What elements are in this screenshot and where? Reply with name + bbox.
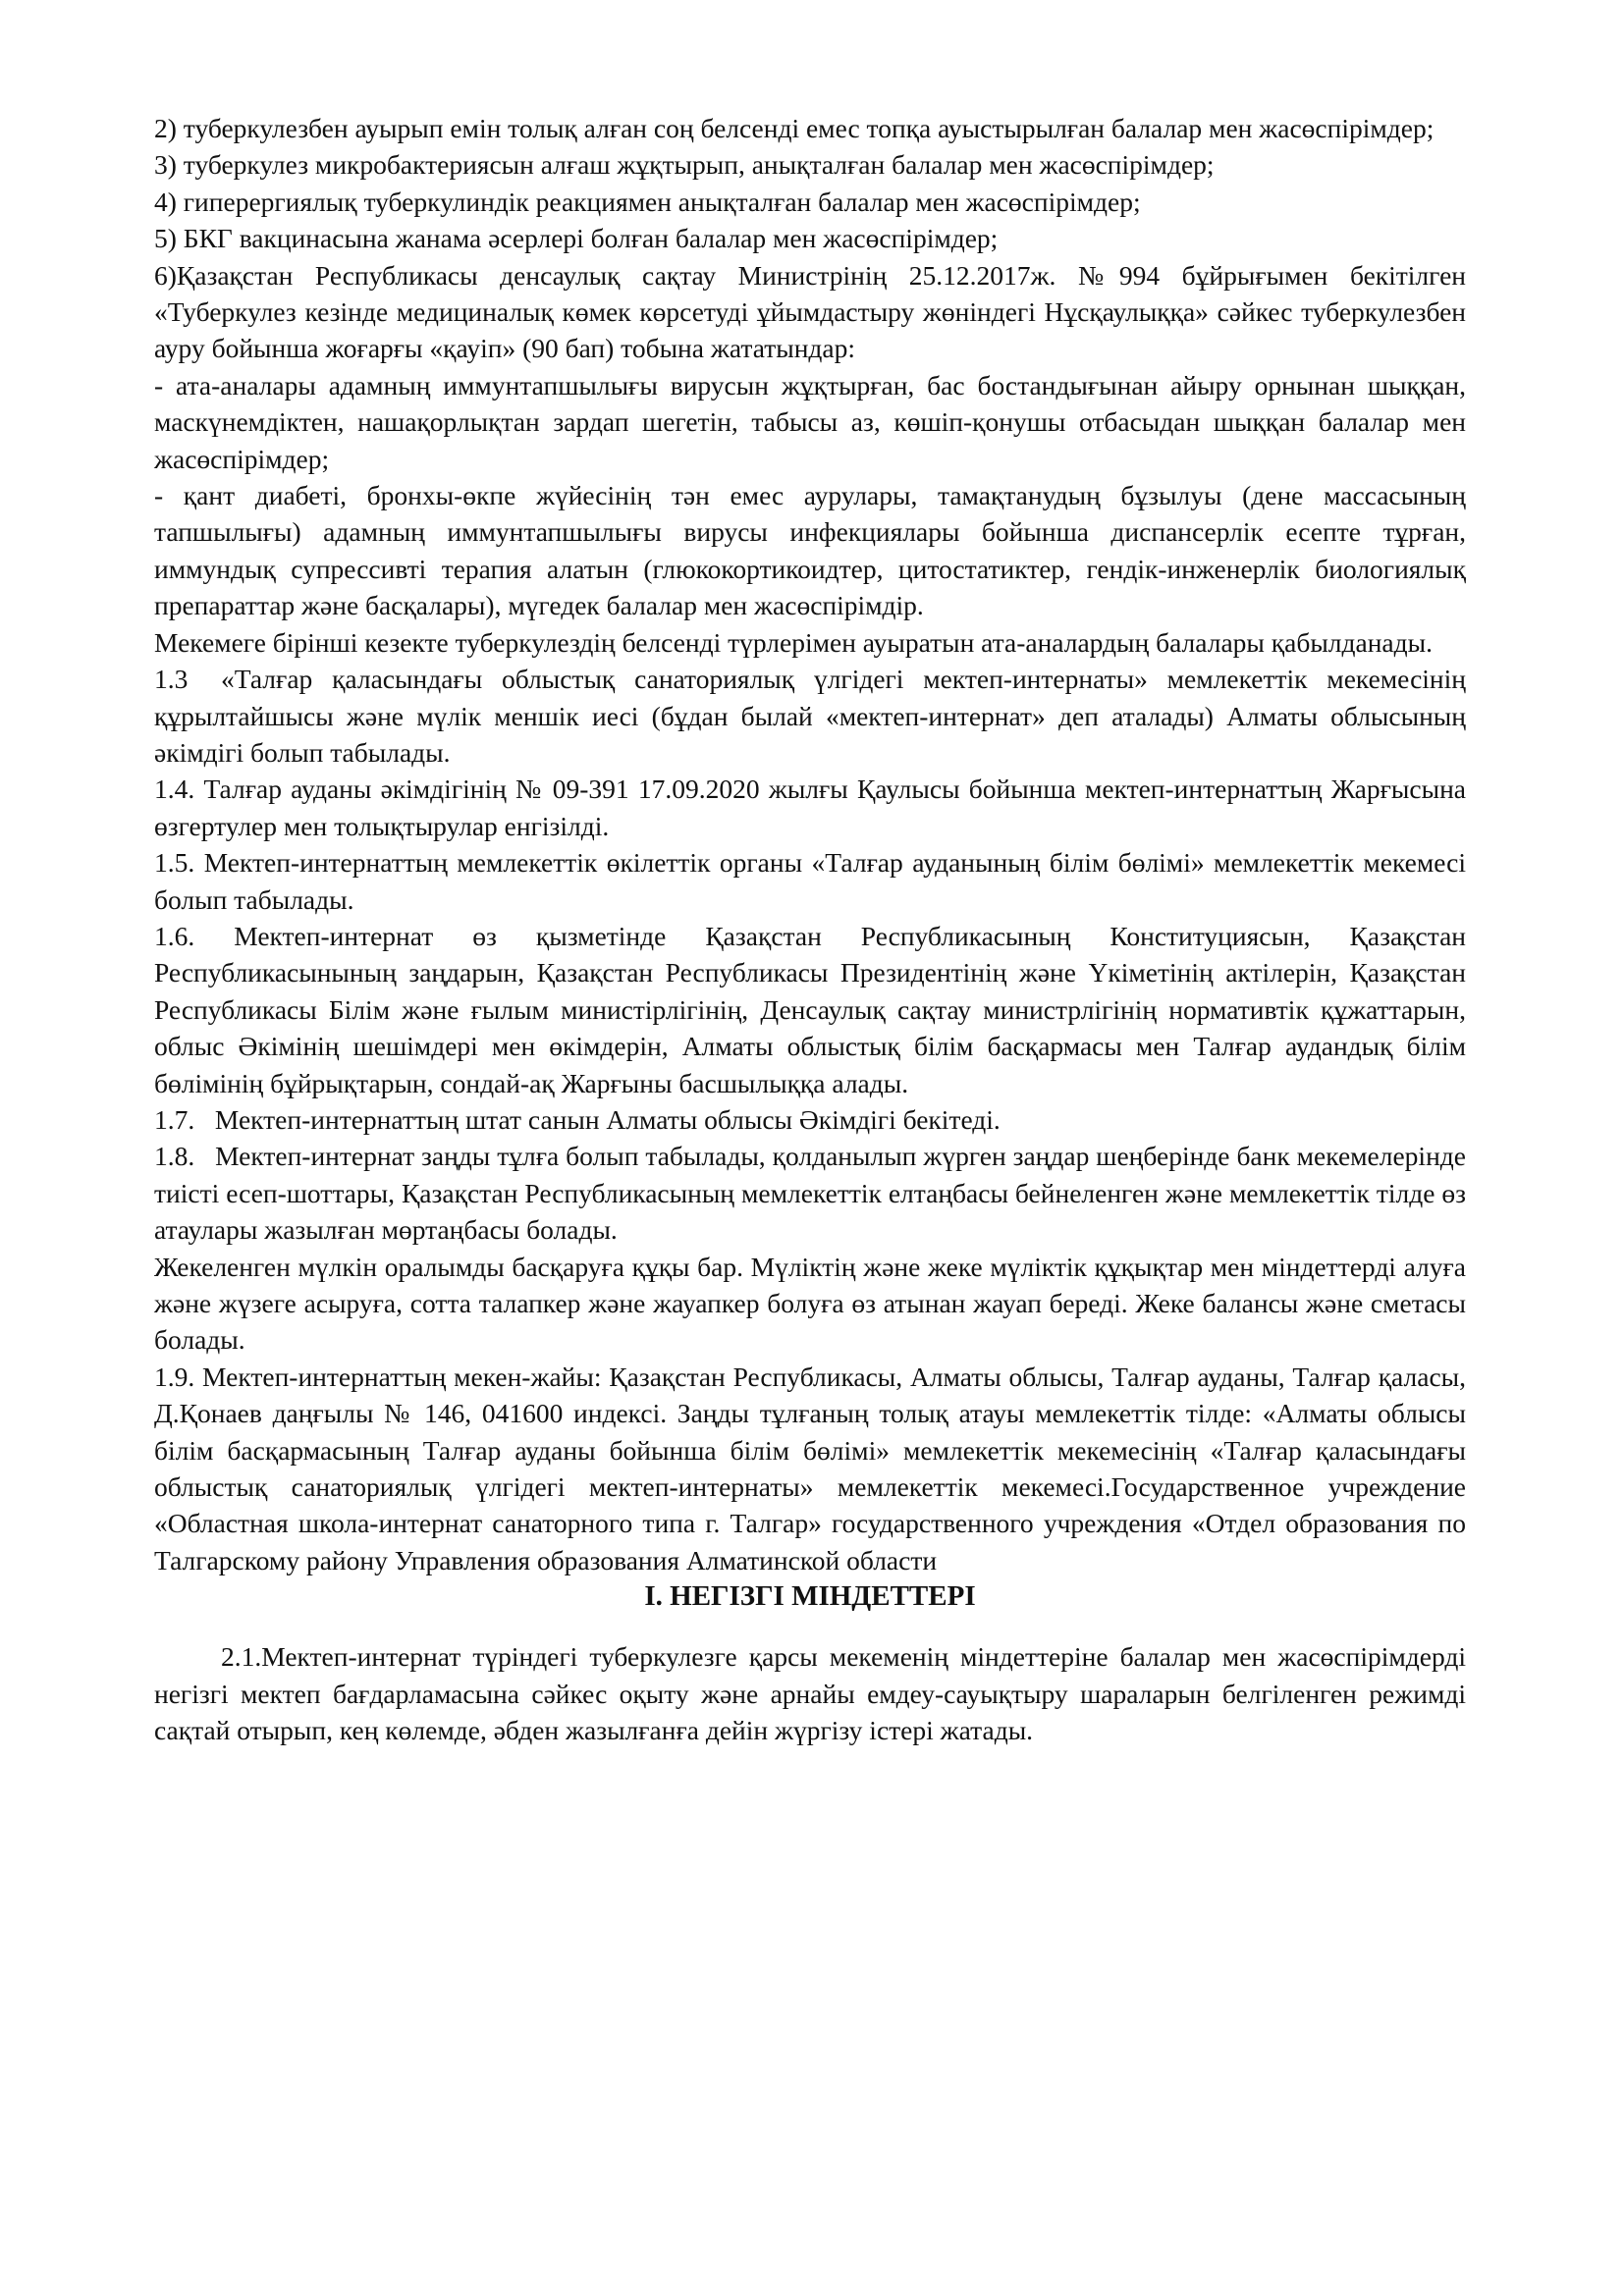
- list-item-4: 4) гиперергиялық туберкулиндік реакциямен анықталған балалар мен жасөспірімдер;: [154, 186, 1141, 217]
- section-1-4: 1.4. Талғар ауданы әкімдігінің № 09-391 17.09.2020 жылғы Қаулысы бойынша мектеп-интернаттың Жарғысына өзгертулер мен толықтырулар енгізілді.: [154, 774, 1466, 841]
- list-item-5: 5) БКГ вакцинасына жанама әсерлері болған балалар мен жасөспірімдер;: [154, 223, 999, 254]
- list-item-6: 6)Қазақстан Республикасы денсаулық сақтау Министрінің 25.12.2017ж. №994 бұйрығымен бекітілген «Туберкулез кезінде медициналық көмек көрсетуді ұйымдастыру жөніндегі Нұсқаулыққа» сәйкес туберкулезбен ауру бойынша жоғарғы «қауіп» (90 бап) тобына жататындар:: [154, 259, 1466, 364]
- section-1-5: 1.5. Мектеп-интернаттың мемлекеттік өкілеттік органы «Талғар ауданының білім бөлімі» мемлекеттік мекемесі болып табылады.: [154, 847, 1466, 915]
- admission-paragraph: Мекемеге бірінші кезекте туберкулездің белсенді түрлерімен ауыратын ата-аналардың балалары қабылданады.: [154, 626, 1433, 658]
- document-page: [154, 110, 1473, 1748]
- section-2-1: 2.1.Мектеп-интернат түріндегі туберкулезге қарсы мекеменің міндеттеріне балалар мен жасөспірімдерді негізгі мектеп бағдарламасына сәйкес оқыту және арнайы емдеу-сауықтыру шараларын белгіленген режимді сақтай отырып, кең көлемде, әбден жазылғанға дейін жүргізу істері жатады.: [154, 1641, 1466, 1746]
- list-item-3: 3) туберкулез микробактериясын алғаш жұқтырып, анықталған балалар мен жасөспірімдер;: [154, 149, 1215, 181]
- list-item-2: 2) туберкулезбен ауырып емін толық алған соң белсенді емес топқа ауыстырылған балалар мен жасөспірімдер;: [154, 113, 1435, 143]
- section-1-9: 1.9. Мектеп-интернаттың мекен-жайы: Қазақстан Республикасы, Алматы облысы, Талғар ауданы, Талғар қаласы, Д.Қонаев даңғылы № 146, 041600 индексі. Заңды тұлғаның толық атауы мемлекеттік тілде: «Алматы облысы білім басқармасының Талғар ауданы бойынша білім бөлімі» мемлекеттік мекемесінің «Талғар қаласындағы облыстық санаториялық үлгідегі мектеп-интернаты» мемлекеттік мекемесі.Государственное учреждение «Областная школа-интернат санаторного типа г. Талгар» государственного учреждения «Отдел образования по Талгарскому району Управления образования Алматинской области: [154, 1361, 1466, 1575]
- bullet-item-1: - ата-аналары адамның иммунтапшылығы вирусын жұқтырған, бас бостандығынан айыру орнынан шыққан, маскүнемдіктен, нашақорлықтан зардап шегетін, табысы аз, көшіп-қонушы отбасыдан шыққан балалар мен жасөспірімдер;: [154, 369, 1466, 474]
- section-text: «Талғар қаласындағы облыстық санаториялық үлгідегі мектеп-интернаты» мемлекеттік мекемесінің құрылтайшысы және мүлік меншік иесі (бұдан былай «мектеп-интернат» деп аталады) Алматы облысының әкімдігі болып табылады.: [154, 664, 1466, 768]
- section-number: 1.3: [154, 664, 189, 695]
- section-1-8: 1.8. Мектеп-интернат заңды тұлға болып табылады, қолданылып жүрген заңдар шеңберінде банк мекемелерінде тиісті есеп-шоттары, Қазақстан Республикасының мемлекеттік елтаңбасы бейнеленген және мемлекеттік тілде өз атаулары жазылған мөртаңбасы болады.: [154, 1141, 1473, 1246]
- section-1-6: 1.6. Мектеп-интернат өз қызметінде Қазақстан Республикасының Конституциясын, Қазақстан Республикасынының заңдарын, Қазақстан Республикасы Президентінің және Үкіметінің актілерін, Қазақстан Республикасы Білім және ғылым министірлігінің, Денсаулық сақтау министрлігінің нормативтік құжаттарын, облыс Әкімінің шешімдері мен өкімдерін, Алматы облыстық білім басқармасы мен Талғар аудандық білім бөлімінің бұйрықтарын, сондай-ақ Жарғыны басшылыққа алады.: [154, 920, 1466, 1098]
- section-heading: І. НЕГІЗГІ МІНДЕТТЕРІ: [644, 1580, 976, 1613]
- spacer: [154, 1615, 1466, 1638]
- section-1-7: 1.7. Мектеп-интернаттың штат санын Алматы облысы Әкімдігі бекітеді.: [154, 1103, 1001, 1135]
- section-1-3: [154, 661, 1466, 771]
- property-paragraph: Жекеленген мүлкін оралымды басқаруға құқы бар. Мүліктің және жеке мүліктік құқықтар мен міндеттерді алуға және жүзеге асыруға, сотта талапкер және жауапкер болуға өз атынан жауап береді. Жеке балансы және сметасы болады.: [154, 1251, 1466, 1356]
- bullet-item-2: - қант диабеті, бронхы-өкпе жүйесінің тән емес аурулары, тамақтанудың бұзылуы (дене массасының тапшылығы) адамның иммунтапшылығы вирусы инфекциялары бойынша диспансерлік есепте тұрған, иммундық супрессивті терапия алатын (глюкокортикоидтер, цитостатиктер, гендік-инженерлік биологиялық препараттар және басқалары), мүгедек балалар мен жасөспірімдір.: [154, 480, 1466, 621]
